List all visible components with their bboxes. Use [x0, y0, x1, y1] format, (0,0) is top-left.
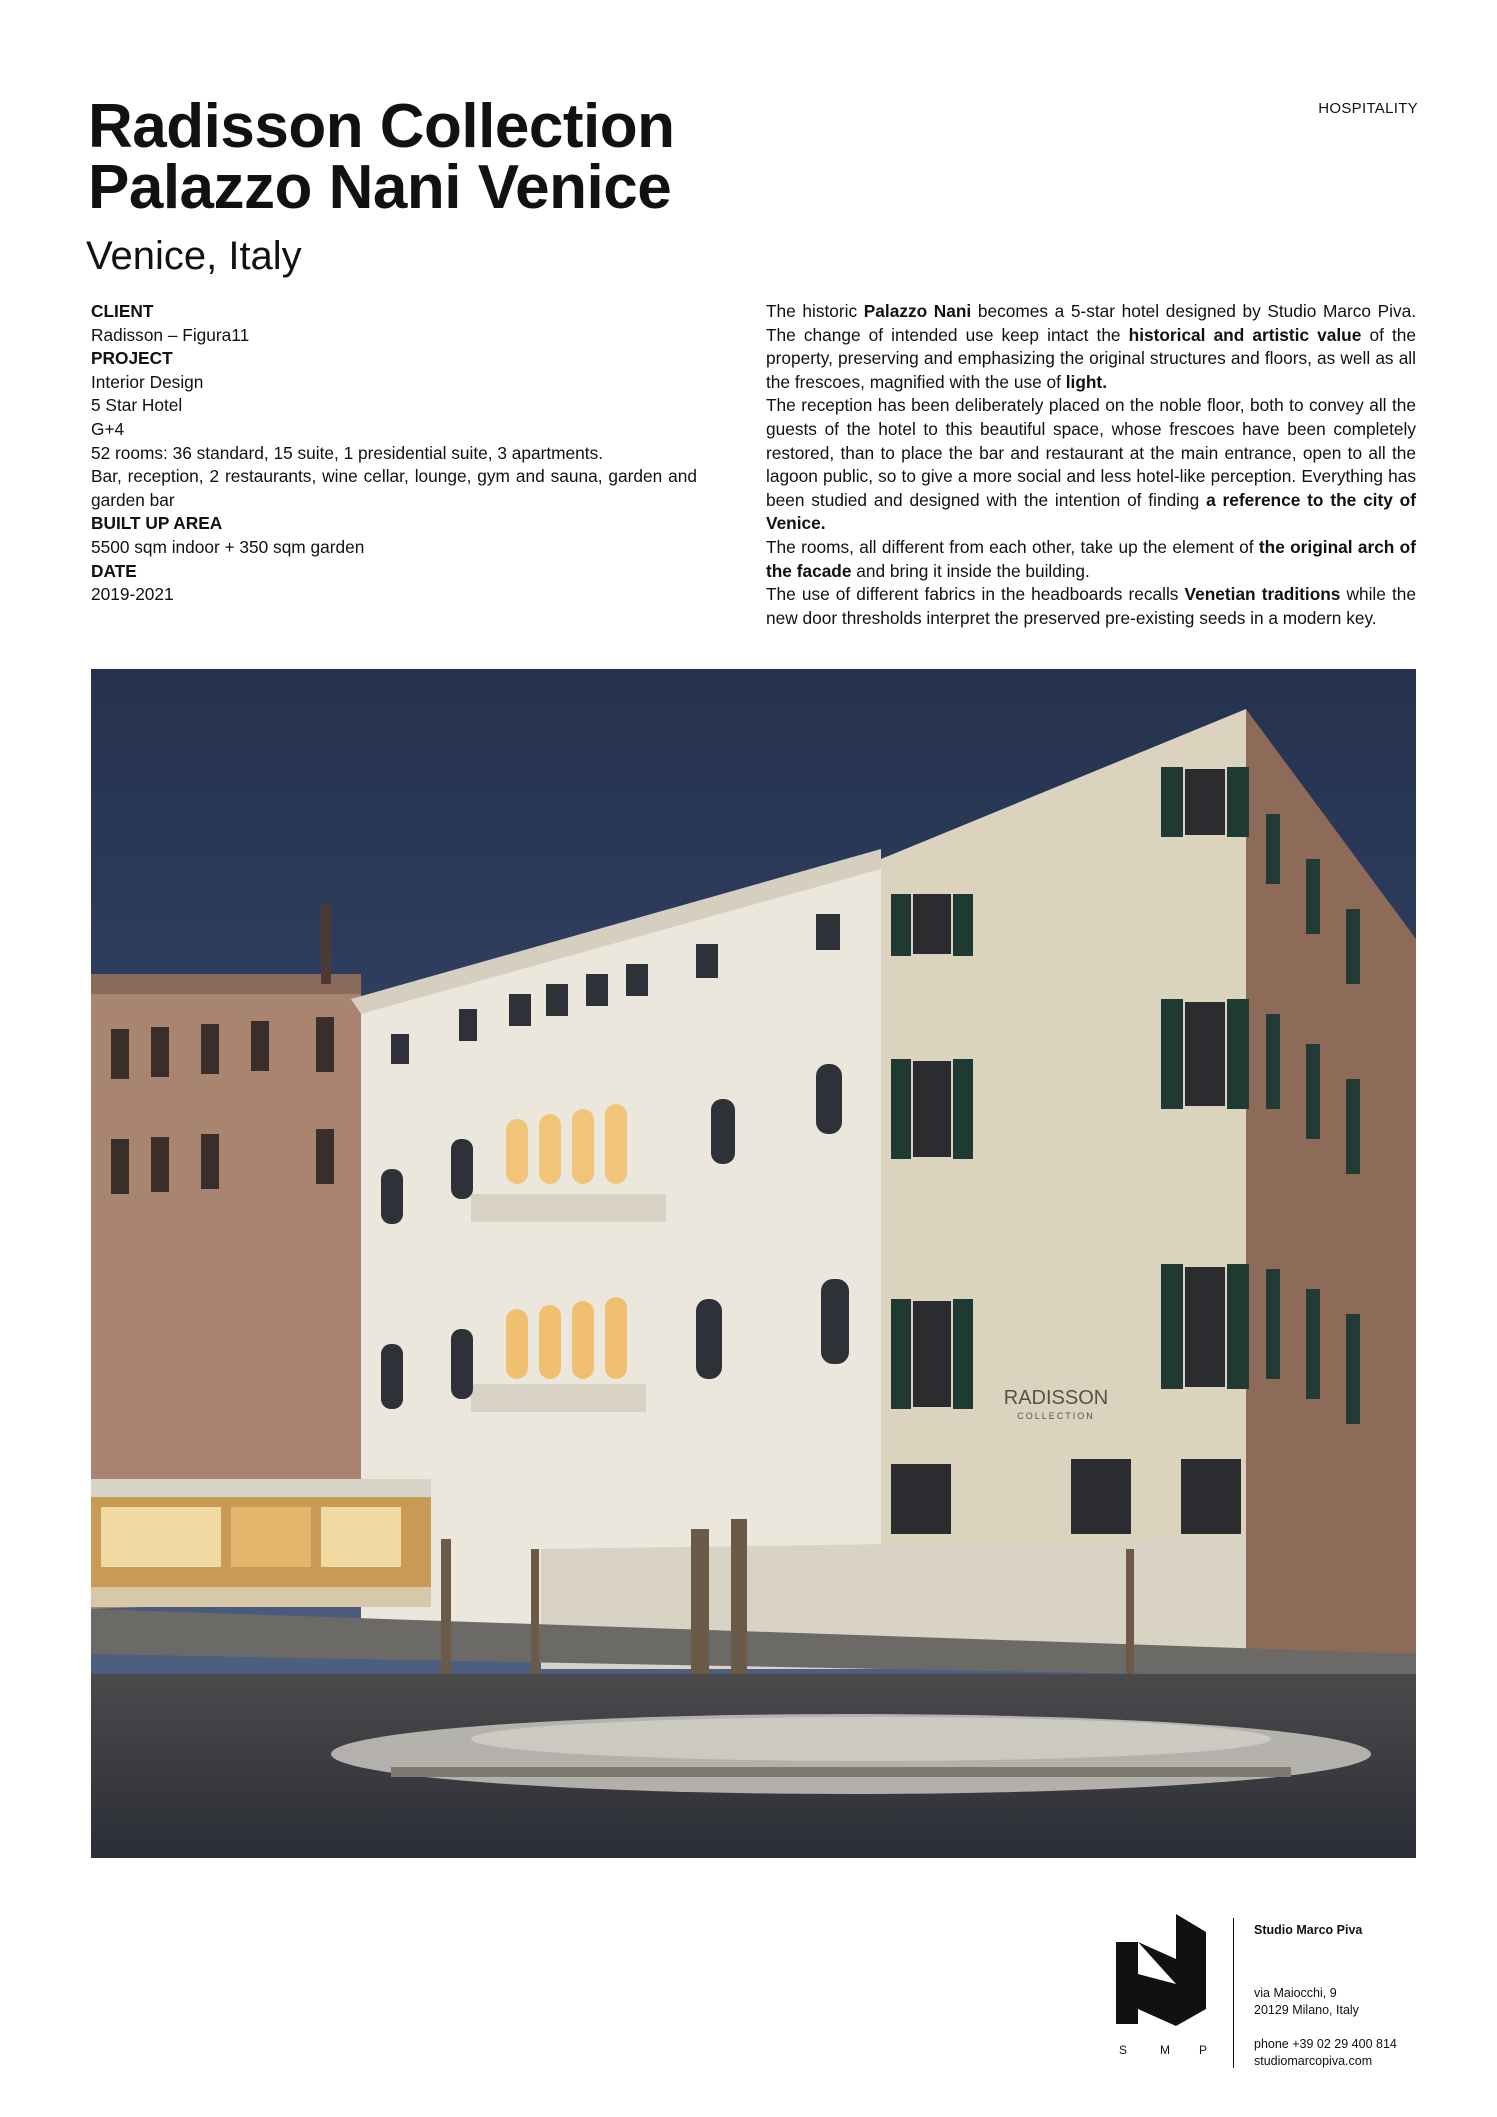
studio-website[interactable]: studiomarcopiva.com [1254, 2054, 1373, 2068]
category-label: HOSPITALITY [1318, 100, 1418, 117]
area-value: 5500 sqm indoor + 350 sqm garden [91, 536, 365, 557]
description-paragraph: The use of different fabrics in the headboards recalls Venetian traditions while the new door thresholds interpret the preserved pre-existing seeds in a modern key. [766, 584, 1416, 628]
page-subtitle: Venice, Italy [86, 234, 302, 278]
date-value: 2019-2021 [91, 584, 174, 605]
project-line: Bar, reception, 2 restaurants, wine cellar, lounge, gym and sauna, garden and garden bar [91, 466, 697, 510]
page-title [88, 92, 848, 222]
water-taxi [331, 1714, 1371, 1794]
project-line: 5 Star Hotel [91, 395, 183, 416]
date-label: DATE [91, 560, 137, 581]
logo-letter-p: P [1199, 2043, 1208, 2057]
project-line: Interior Design [91, 371, 204, 392]
description-paragraph: The reception has been deliberately placed on the noble floor, both to convey all the guests of the hotel to this beautiful space, whose frescoes have been completely restored, than to place the bar and restaurant at the main entrance, open to all the lagoon public, so to give a more social and less hotel-like perception. Everything has been studied and designed with the intention of finding a reference to the city of Venice. [766, 395, 1416, 534]
studio-phone: phone +39 02 29 400 814 [1254, 2037, 1397, 2051]
description-paragraph: The historic Palazzo Nani becomes a 5-star hotel designed by Studio Marco Piva. The change of intended use keep intact the historical and artistic value of the property, preserving and emphasizing the original structures and floors, as well as all the frescoes, magnified with the use of light. [766, 301, 1417, 392]
project-line: G+4 [91, 418, 125, 439]
logo-letter-s: S [1119, 2043, 1128, 2057]
hotel-facade-illustration [91, 669, 1416, 1858]
footer-divider [1233, 1918, 1234, 2068]
description-paragraph: The rooms, all different from each other, take up the element of the original arch of the facade and bring it inside the building. [766, 536, 1416, 581]
title-line-1: Radisson Collection [88, 92, 675, 161]
studio-contact [1254, 2036, 1397, 2070]
address-line-2: 20129 Milano, Italy [1254, 2003, 1359, 2017]
hotel-sign-line-1: RADISSON [1003, 1387, 1109, 1409]
client-value: Radisson – Figura11 [91, 324, 250, 345]
vaporetto-stop [91, 1479, 431, 1607]
project-label: PROJECT [91, 348, 173, 369]
smp-logo [1116, 1914, 1206, 2026]
logo-letter-m: M [1160, 2043, 1170, 2057]
studio-address [1254, 1985, 1359, 2019]
hotel-sign-line-2: COLLECTION [1017, 1411, 1095, 1421]
studio-name: Studio Marco Piva [1254, 1923, 1363, 1937]
hotel-photo [91, 669, 1416, 1858]
project-specs [91, 300, 697, 607]
project-description [766, 300, 1416, 630]
project-line: 52 rooms: 36 standard, 15 suite, 1 presidential suite, 3 apartments. [91, 442, 604, 463]
address-line-1: via Maiocchi, 9 [1254, 1986, 1337, 2000]
title-line-2: Palazzo Nani Venice [88, 153, 672, 222]
area-label: BUILT UP AREA [91, 513, 223, 534]
client-label: CLIENT [91, 301, 154, 321]
